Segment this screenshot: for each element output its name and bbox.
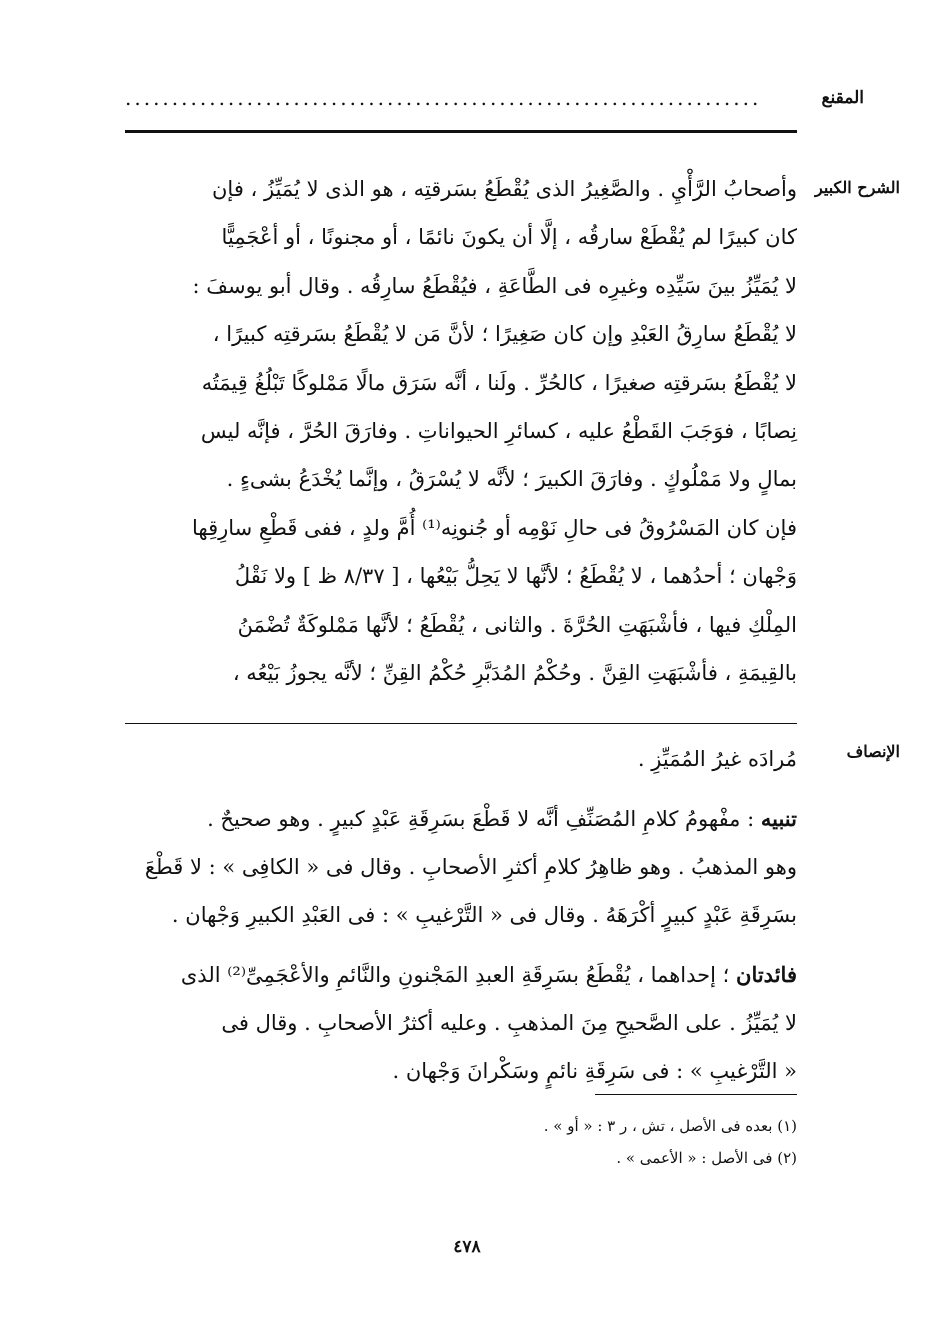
footnote: (١) بعده فى الأصل ، تش ، ر ٣ : « أو » . (543, 1117, 797, 1135)
faidatan-line (125, 951, 797, 999)
faidatan-label: فائدتان (736, 962, 797, 987)
sharh-line: لا يُقْطَعُ سارِقُ العَبْدِ وإن كان صَغِيرًا ؛ لأنَّ مَن لا يُقْطَعُ بسَرقتِه كبيرًا ، (212, 322, 797, 347)
faidatan-text: ؛ إحداهما ، يُقْطَعُ بسَرِقَةِ العبدِ المَجْنونِ والنَّائمِ والأعْجَمِىِّ⁽²⁾ الذى (180, 963, 730, 987)
footnotes (125, 1110, 797, 1174)
sharh-line: وَجْهان ؛ أحدُهما ، لا يُقْطَعُ ؛ لأنَّها لا يَحِلُّ بَيْعُها ، [ ٨/٣٧ ظ ] ولا نَقْلُ (234, 564, 797, 589)
tanbih-label: تنبيه (760, 806, 797, 831)
side-label-sharh: الشرح الكبير (815, 178, 900, 197)
tanbih-line (125, 795, 797, 843)
sharh-line: نِصابًا ، فوَجَبَ القَطْعُ عليه ، كسائرِ الحيواناتِ . وفارَقَ الحُرَّ ، فإنَّه ليس (200, 419, 797, 444)
section-divider (125, 723, 797, 724)
sharh-line: وأصحابُ الرَّأْيِ . والصَّغِيرُ الذى يُقْطَعُ بسَرقتِه ، هو الذى لا يُمَيِّزُ ، فإن (212, 177, 797, 201)
tanbih-line: وهو المذهبُ . وهو ظاهِرُ كلامِ أكثرِ الأصحابِ . وقال فى « الكافِى » : لا قَطْعَ (144, 855, 797, 879)
header-rule (125, 130, 797, 133)
sharh-line: لا يُمَيِّزُ بينَ سَيِّدِه وغيرِه فى الطَّاعَةِ ، فيُقْطَعُ سارِقُه . وقال أبو يوسفَ : (192, 273, 797, 298)
footnote: (٢) فى الأصل : « الأعمى » . (616, 1149, 797, 1167)
sharh-line: بالقِيمَةِ ، فأشْبَهَتِ القِنَّ . وحُكْمُ المُدَبَّرِ حُكْمُ القِنِّ ؛ لأنَّه يجوزُ بَيْعُه ، (232, 661, 797, 686)
footnote-rule (595, 1094, 797, 1095)
faidatan-line: لا يُمَيِّزُ . على الصَّحيحِ مِنَ المذهبِ . وعليه أكثرُ الأصحابِ . وقال فى (221, 1011, 797, 1035)
sharh-text (125, 165, 797, 697)
header-dot-leader: .................................................................... (125, 86, 762, 110)
sharh-line: المِلْكِ فيها ، فأشْبَهَتِ الحُرَّةَ . والثانى ، يُقْطَعُ ؛ لأنَّها مَمْلوكَةٌ تُضْمَنُ (237, 612, 797, 637)
tanbih-text: : مفْهومُ كلامِ المُصَنِّفِ أنَّه لا قَطْعَ بسَرِقَةِ عَبْدٍ كبيرٍ . وهو صحيحٌ . (207, 807, 755, 831)
insaf-first-line: مُرادَه غيرُ المُمَيِّزِ . (637, 747, 797, 771)
sharh-line: كان كبيرًا لم يُقْطَعْ سارقُه ، إلَّا أن يكونَ نائمًا ، أو مجنونًا ، أو أعْجَمِيًّا (221, 225, 797, 250)
running-title: المقنع (821, 88, 864, 108)
side-label-insaf: الإنصاف (846, 742, 900, 761)
sharh-line: لا يُقْطَعُ بسَرقتِه صغيرًا ، كالحُرِّ . ولَنا ، أنَّه سَرَق مالًا مَمْلوكًا تَبْلُغُ قِيمَتُه (201, 370, 797, 395)
page-number: ٤٧٨ (453, 1237, 481, 1257)
sharh-line: فإن كان المَسْرُوقُ فى حالِ نَوْمِه أو جُنونِه⁽¹⁾ أُمَّ ولدٍ ، ففى قَطْعِ سارِقِها (192, 515, 797, 540)
faidatan-line: « التَّرْغيبِ » : فى سَرِقَةِ نائمٍ وسَكْرانَ وَجْهان . (392, 1059, 797, 1083)
sharh-line: بمالٍ ولا مَمْلُوكٍ . وفارَقَ الكبيرَ ؛ لأنَّه لا يُسْرَقُ ، وإنَّما يُخْدَعُ بشىءٍ . (226, 467, 797, 492)
insaf-text (125, 735, 797, 1095)
tanbih-line: بسَرِقَةِ عَبْدٍ كبيرٍ أكْرَهَهُ . وقال فى « التَّرْغيبِ » : فى العَبْدِ الكبيرِ وَجْهان . (171, 903, 797, 927)
